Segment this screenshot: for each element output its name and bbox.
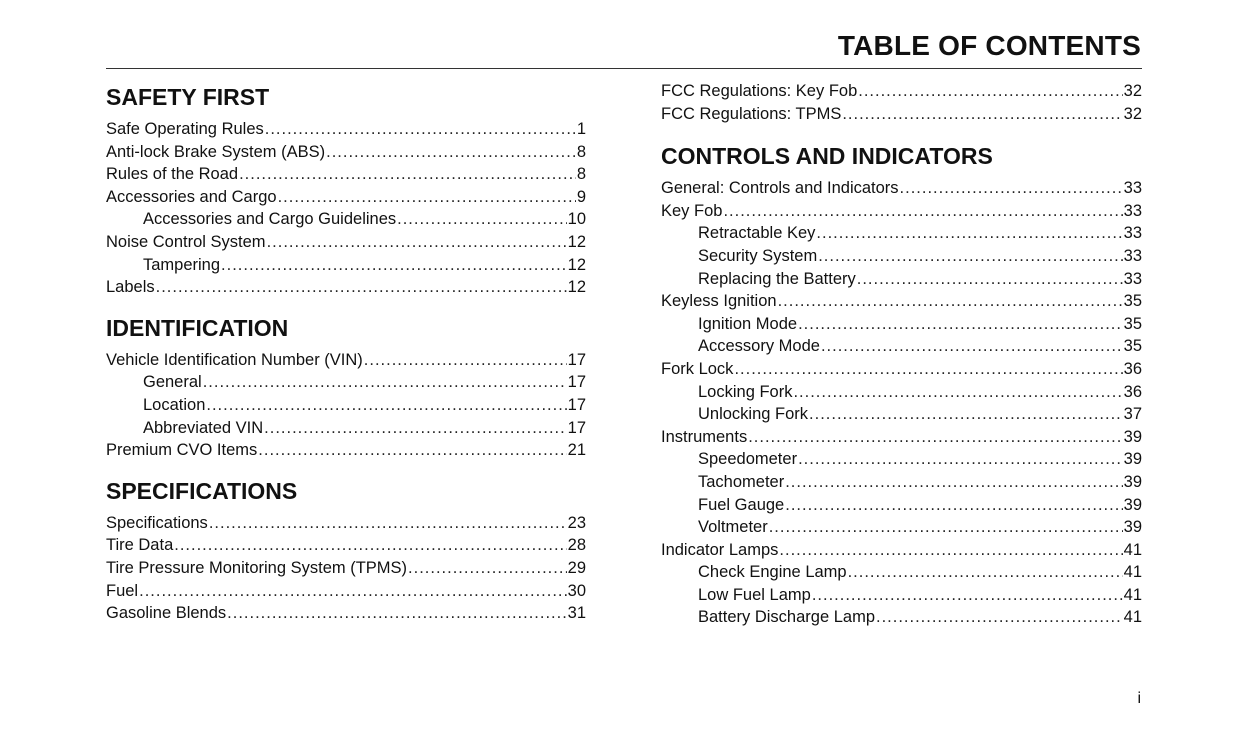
toc-entry-page-number: 35	[1123, 337, 1142, 356]
toc-entry-label: Accessories and Cargo Guidelines	[143, 210, 397, 229]
toc-entry-page-number: 36	[1123, 359, 1142, 378]
toc-entry-keyless-ignition[interactable]	[661, 290, 1142, 313]
toc-entry-location[interactable]	[106, 394, 586, 417]
toc-entry-fuel-gauge[interactable]	[661, 494, 1142, 517]
dot-leader	[174, 534, 566, 557]
toc-entry-label: Fuel Gauge	[698, 495, 785, 514]
toc-entry-page-number: 12	[567, 255, 586, 274]
toc-entry-page-number: 33	[1123, 246, 1142, 265]
toc-entry-label: General	[143, 373, 202, 392]
toc-entry-page-number: 32	[1123, 104, 1142, 123]
toc-entry-tampering[interactable]	[106, 254, 586, 277]
toc-entry-tire-data[interactable]	[106, 534, 586, 557]
toc-entry-page-number: 35	[1123, 314, 1142, 333]
toc-section-identification	[106, 311, 586, 462]
toc-right-column	[661, 80, 1142, 637]
toc-entry-general[interactable]	[106, 371, 586, 394]
toc-entry-instruments[interactable]	[661, 426, 1142, 449]
dot-leader	[206, 394, 566, 417]
toc-entry-battery-discharge-lamp[interactable]	[661, 606, 1142, 629]
toc-entry-list	[106, 512, 586, 625]
dot-leader	[265, 118, 576, 141]
toc-entry-page-number: 41	[1123, 540, 1142, 559]
toc-entry-page-number: 41	[1123, 563, 1142, 582]
toc-entry-page-number: 10	[567, 210, 586, 229]
dot-leader	[267, 231, 567, 254]
toc-entry-page-number: 23	[567, 513, 586, 532]
dot-leader	[818, 245, 1122, 268]
toc-entry-label: Rules of the Road	[106, 165, 239, 184]
toc-entry-page-number: 41	[1123, 608, 1142, 627]
toc-entry-abbreviated-vin[interactable]	[106, 417, 586, 440]
toc-entry-label: Check Engine Lamp	[698, 563, 847, 582]
toc-entry-tachometer[interactable]	[661, 471, 1142, 494]
dot-leader	[139, 580, 567, 603]
toc-entry-page-number: 9	[576, 187, 586, 206]
toc-entry-label: Voltmeter	[698, 518, 768, 537]
toc-entry-page-number: 30	[567, 581, 586, 600]
toc-entry-label: Fork Lock	[661, 359, 734, 378]
toc-entry-label: Tampering	[143, 255, 221, 274]
toc-entry-label: Security System	[698, 246, 818, 265]
toc-entry-page-number: 17	[567, 395, 586, 414]
toc-entry-label: Abbreviated VIN	[143, 418, 264, 437]
toc-entry-list	[106, 118, 586, 299]
toc-entry-page-number: 21	[567, 441, 586, 460]
toc-entry-gasoline-blends[interactable]	[106, 602, 586, 625]
toc-entry-page-number: 12	[567, 232, 586, 251]
toc-entry-page-number: 37	[1123, 405, 1142, 424]
dot-leader	[816, 222, 1122, 245]
toc-entry-label: Retractable Key	[698, 224, 816, 243]
toc-entry-speedometer[interactable]	[661, 448, 1142, 471]
toc-entry-accessory-mode[interactable]	[661, 335, 1142, 358]
dot-leader	[156, 276, 567, 299]
toc-entry-anti-lock-brake-system-abs[interactable]	[106, 141, 586, 164]
toc-entry-noise-control-system[interactable]	[106, 231, 586, 254]
toc-entry-low-fuel-lamp[interactable]	[661, 584, 1142, 607]
page-number: i	[1137, 690, 1141, 707]
toc-section-specifications	[106, 474, 586, 625]
toc-entry-page-number: 33	[1123, 179, 1142, 198]
dot-leader	[397, 208, 567, 231]
toc-entry-page-number: 39	[1123, 495, 1142, 514]
toc-entry-label: Fuel	[106, 581, 139, 600]
toc-entry-label: Anti-lock Brake System (ABS)	[106, 142, 326, 161]
toc-entry-label: Tire Pressure Monitoring System (TPMS)	[106, 558, 408, 577]
header-rule	[106, 68, 1142, 69]
toc-entry-check-engine-lamp[interactable]	[661, 561, 1142, 584]
toc-entry-fcc-regulations-tpms[interactable]	[661, 103, 1142, 126]
toc-entry-label: Gasoline Blends	[106, 604, 227, 623]
section-heading: CONTROLS AND INDICATORS	[661, 143, 993, 170]
dot-leader	[876, 606, 1123, 629]
toc-entry-page-number: 39	[1123, 518, 1142, 537]
section-heading: IDENTIFICATION	[106, 314, 289, 341]
toc-entry-label: Unlocking Fork	[698, 405, 809, 424]
toc-entry-accessories-and-cargo-guidelines[interactable]	[106, 208, 586, 231]
toc-entry-label: Instruments	[661, 427, 748, 446]
dot-leader	[785, 471, 1122, 494]
toc-entry-label: Tire Data	[106, 536, 174, 555]
toc-entry-label: Tachometer	[698, 472, 785, 491]
toc-entry-label: Accessories and Cargo	[106, 187, 277, 206]
dot-leader	[769, 516, 1123, 539]
toc-entry-label: Location	[143, 395, 206, 414]
toc-entry-accessories-and-cargo[interactable]	[106, 186, 586, 209]
toc-entry-specifications[interactable]	[106, 512, 586, 535]
toc-entry-page-number: 36	[1123, 382, 1142, 401]
toc-entry-label: Speedometer	[698, 450, 798, 469]
toc-entry-locking-fork[interactable]	[661, 381, 1142, 404]
toc-entry-page-number: 41	[1123, 585, 1142, 604]
toc-entry-ignition-mode[interactable]	[661, 313, 1142, 336]
toc-entry-label: Indicator Lamps	[661, 540, 779, 559]
toc-entry-page-number: 33	[1123, 224, 1142, 243]
dot-leader	[209, 512, 567, 535]
toc-entry-key-fob[interactable]	[661, 200, 1142, 223]
toc-section-controls-and-indicators	[661, 139, 1142, 629]
section-heading: SPECIFICATIONS	[106, 477, 298, 504]
dot-leader	[785, 494, 1122, 517]
toc-entry-page-number: 17	[567, 418, 586, 437]
dot-leader	[779, 539, 1122, 562]
toc-entry-label: Safe Operating Rules	[106, 120, 264, 138]
toc-entry-retractable-key[interactable]	[661, 222, 1142, 245]
toc-entry-page-number: 8	[576, 142, 586, 161]
toc-entry-label: Low Fuel Lamp	[698, 585, 811, 604]
dot-leader	[264, 417, 566, 440]
toc-entry-page-number: 12	[567, 278, 586, 297]
dot-leader	[221, 254, 567, 277]
dot-leader	[798, 448, 1123, 471]
toc-entry-label: General: Controls and Indicators	[661, 179, 899, 198]
toc-entry-label: Labels	[106, 278, 155, 297]
dot-leader	[798, 313, 1123, 336]
section-heading: SAFETY FIRST	[106, 84, 270, 110]
dot-leader	[203, 371, 567, 394]
toc-entry-replacing-the-battery[interactable]	[661, 268, 1142, 291]
toc-entry-security-system[interactable]	[661, 245, 1142, 268]
toc-entry-page-number: 39	[1123, 450, 1142, 469]
toc-entry-list	[661, 177, 1142, 629]
toc-entry-label: Premium CVO Items	[106, 441, 258, 460]
dot-leader	[748, 426, 1122, 449]
toc-section-safety-first	[106, 80, 586, 299]
toc-entry-labels[interactable]	[106, 276, 586, 299]
dot-leader	[734, 358, 1122, 381]
toc-entry-page-number: 28	[567, 536, 586, 555]
toc-entry-general-controls-and-indicators[interactable]	[661, 177, 1142, 200]
dot-leader	[778, 290, 1123, 313]
toc-entry-vehicle-identification-number-vin[interactable]	[106, 349, 586, 372]
toc-entry-label: Accessory Mode	[698, 337, 820, 356]
toc-entry-label: Ignition Mode	[698, 314, 798, 333]
toc-entry-label: FCC Regulations: Key Fob	[661, 82, 858, 100]
toc-entry-fuel[interactable]	[106, 580, 586, 603]
toc-entry-page-number: 33	[1123, 201, 1142, 220]
toc-entry-tire-pressure-monitoring-system-tpms[interactable]	[106, 557, 586, 580]
toc-entry-voltmeter[interactable]	[661, 516, 1142, 539]
dot-leader	[723, 200, 1122, 223]
toc-entry-page-number: 32	[1123, 82, 1142, 100]
toc-entry-safe-operating-rules[interactable]	[106, 118, 586, 141]
dot-leader	[858, 80, 1122, 103]
toc-entry-label: Locking Fork	[698, 382, 793, 401]
toc-continued-entries	[661, 80, 1142, 125]
toc-left-column	[106, 80, 586, 633]
toc-entry-page-number: 17	[567, 373, 586, 392]
toc-entry-page-number: 1	[576, 120, 586, 138]
toc-entry-fcc-regulations-key-fob[interactable]	[661, 80, 1142, 103]
toc-entry-page-number: 39	[1123, 472, 1142, 491]
dot-leader	[842, 103, 1122, 126]
toc-entry-label: Replacing the Battery	[698, 269, 856, 288]
toc-entry-page-number: 35	[1123, 292, 1142, 311]
toc-entry-rules-of-the-road[interactable]	[106, 163, 586, 186]
dot-leader	[857, 268, 1123, 291]
dot-leader	[258, 439, 566, 462]
toc-entry-page-number: 17	[567, 350, 586, 369]
toc-entry-list	[106, 349, 586, 462]
toc-entry-label: Keyless Ignition	[661, 292, 777, 311]
dot-leader	[812, 584, 1123, 607]
dot-leader	[809, 403, 1123, 426]
dot-leader	[900, 177, 1123, 200]
dot-leader	[408, 557, 567, 580]
toc-entry-premium-cvo-items[interactable]	[106, 439, 586, 462]
dot-leader	[227, 602, 566, 625]
toc-entry-unlocking-fork[interactable]	[661, 403, 1142, 426]
toc-entry-label: Battery Discharge Lamp	[698, 608, 875, 627]
toc-entry-fork-lock[interactable]	[661, 358, 1142, 381]
toc-entry-label: Key Fob	[661, 201, 723, 220]
toc-entry-label: Noise Control System	[106, 232, 266, 251]
toc-entry-page-number: 31	[567, 604, 586, 623]
page-title: TABLE OF CONTENTS	[837, 30, 1141, 61]
toc-entry-label: FCC Regulations: TPMS	[661, 104, 842, 123]
dot-leader	[364, 349, 567, 372]
toc-entry-label: Vehicle Identification Number (VIN)	[106, 350, 363, 369]
toc-entry-indicator-lamps[interactable]	[661, 539, 1142, 562]
toc-entry-page-number: 29	[567, 558, 586, 577]
dot-leader	[821, 335, 1123, 358]
toc-entry-page-number: 8	[576, 165, 586, 184]
dot-leader	[326, 141, 576, 164]
toc-entry-page-number: 33	[1123, 269, 1142, 288]
dot-leader	[278, 186, 576, 209]
dot-leader	[848, 561, 1123, 584]
dot-leader	[239, 163, 576, 186]
toc-entry-label: Specifications	[106, 513, 208, 532]
toc-entry-page-number: 39	[1123, 427, 1142, 446]
dot-leader	[793, 381, 1122, 404]
